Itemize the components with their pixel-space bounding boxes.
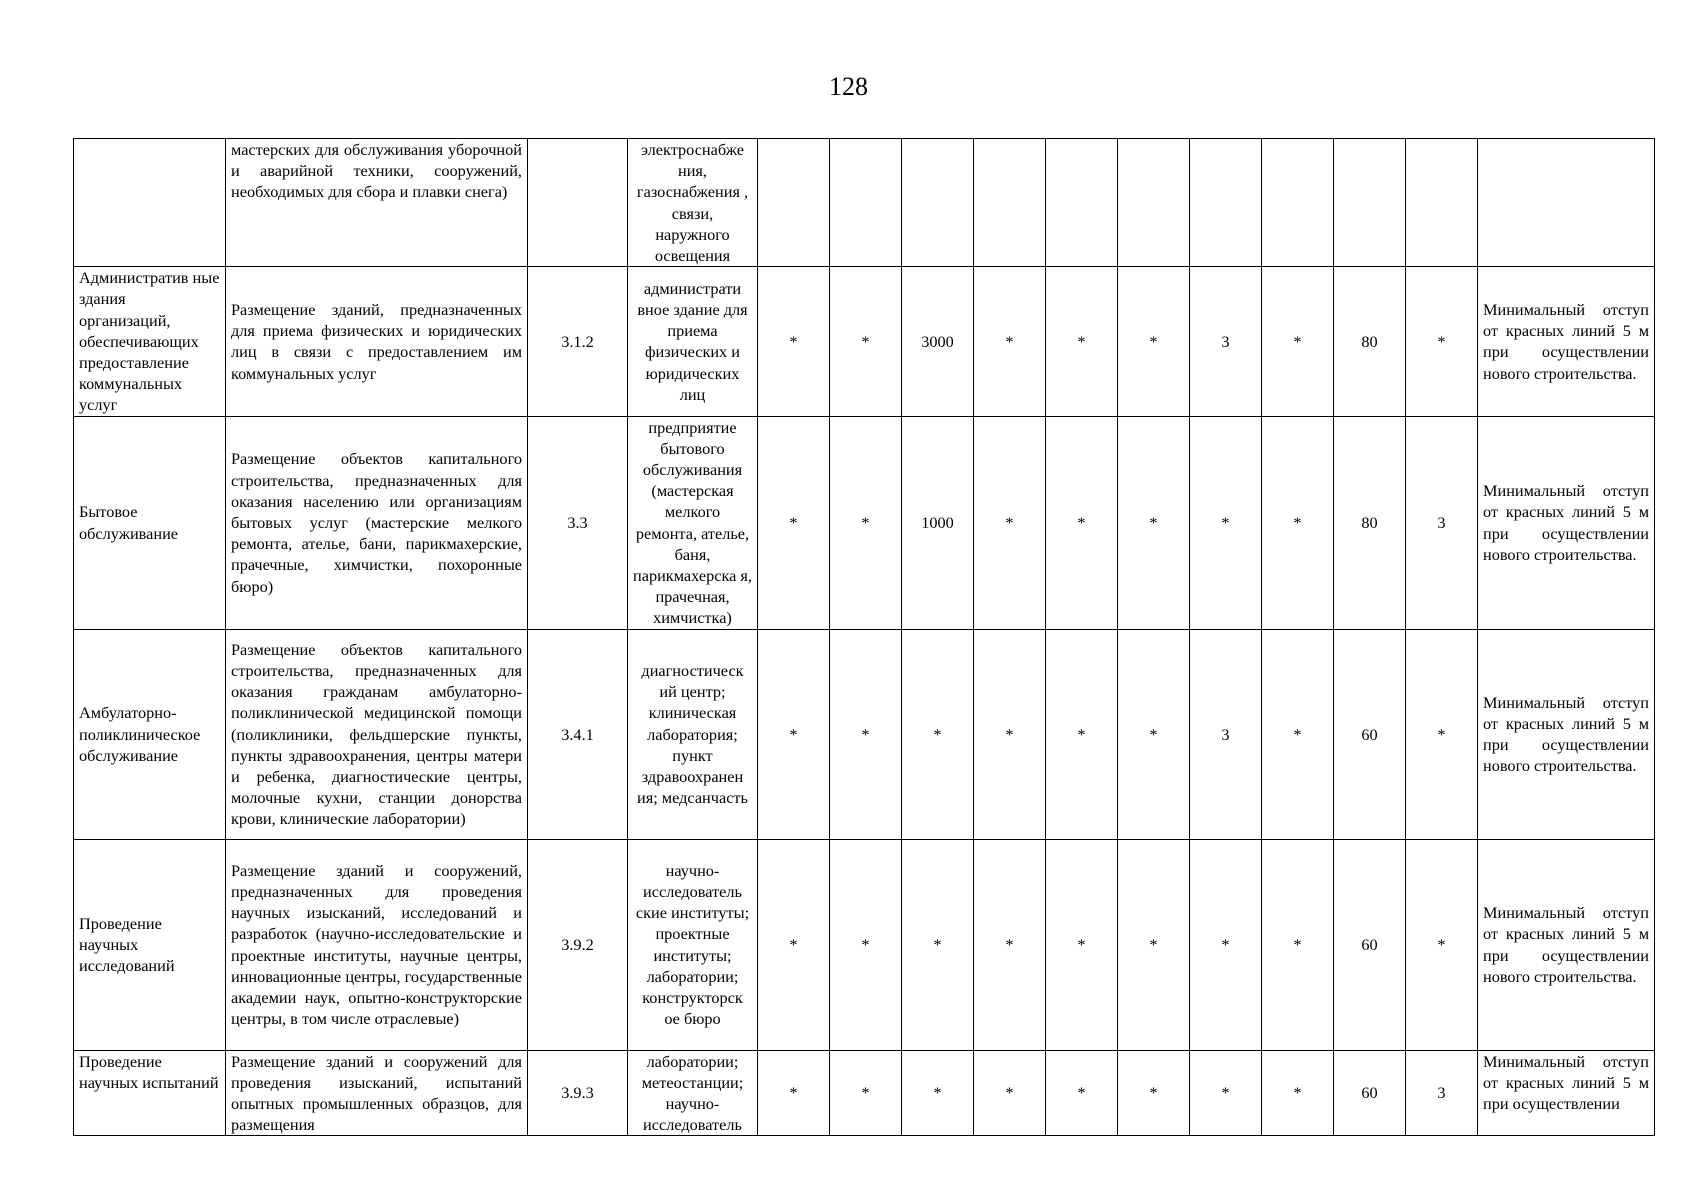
param-cell	[758, 139, 830, 267]
param-cell	[1118, 139, 1190, 267]
permitted-objects-cell: предприятие бытового обслуживания (мастерская мелкого ремонта, ателье, баня, парикмахерска я, прачечная, химчистка)	[628, 416, 758, 629]
param-cell: *	[1046, 416, 1118, 629]
use-description-cell: Размещение объектов капитального строительства, предназначенных для оказания населению или организациям бытовых услуг (мастерские мелкого ремонта, ателье, бани, парикмахерские, прачечные, химчистки, похоронные бюро)	[226, 416, 528, 629]
table-row	[74, 267, 1655, 416]
use-name-cell	[74, 139, 226, 267]
param-cell	[830, 139, 902, 267]
param-cell: 3000	[902, 267, 974, 416]
param-cell: *	[1190, 839, 1262, 1050]
use-code-cell: 3.9.3	[528, 1050, 628, 1136]
note-cell: Минимальный отступ от красных линий 5 м при осуществлении нового строительства.	[1478, 839, 1655, 1050]
param-cell: 60	[1334, 629, 1406, 839]
param-cell	[1262, 139, 1334, 267]
param-cell	[1190, 139, 1262, 267]
param-cell: *	[1118, 629, 1190, 839]
table-row	[74, 1050, 1655, 1136]
param-cell	[1334, 139, 1406, 267]
param-cell: *	[1118, 416, 1190, 629]
param-cell: *	[974, 267, 1046, 416]
zoning-regulations-table	[73, 138, 1655, 1136]
table-row	[74, 629, 1655, 839]
param-cell: *	[902, 629, 974, 839]
param-cell: *	[830, 839, 902, 1050]
page-number: 128	[829, 72, 868, 101]
param-cell: *	[1046, 267, 1118, 416]
use-name-cell: Амбулаторно-поликлиническое обслуживание	[74, 629, 226, 839]
param-cell: 1000	[902, 416, 974, 629]
param-cell: *	[1406, 629, 1478, 839]
param-cell: *	[758, 629, 830, 839]
table-row	[74, 839, 1655, 1050]
note-cell: Минимальный отступ от красных линий 5 м при осуществлении	[1478, 1050, 1655, 1136]
param-cell: 3	[1190, 267, 1262, 416]
param-cell: *	[1406, 839, 1478, 1050]
use-description-cell: Размещение зданий, предназначенных для приема физических и юридических лиц в связи с предоставлением им коммунальных услуг	[226, 267, 528, 416]
param-cell: *	[902, 839, 974, 1050]
param-cell: *	[1046, 1050, 1118, 1136]
param-cell: *	[974, 629, 1046, 839]
param-cell: *	[830, 629, 902, 839]
permitted-objects-cell: научно-исследователь ские институты; проектные институты; лаборатории; конструкторск ое бюро	[628, 839, 758, 1050]
use-code-cell	[528, 139, 628, 267]
param-cell: *	[830, 416, 902, 629]
table-row	[74, 416, 1655, 629]
use-name-cell: Административ ные здания организаций, обеспечивающих предоставление коммунальных услуг	[74, 267, 226, 416]
param-cell: *	[974, 1050, 1046, 1136]
param-cell: *	[1406, 267, 1478, 416]
param-cell: *	[1262, 267, 1334, 416]
param-cell: 3	[1190, 629, 1262, 839]
param-cell	[1046, 139, 1118, 267]
param-cell: 60	[1334, 1050, 1406, 1136]
use-code-cell: 3.9.2	[528, 839, 628, 1050]
param-cell: *	[758, 1050, 830, 1136]
param-cell: *	[830, 1050, 902, 1136]
note-cell: Минимальный отступ от красных линий 5 м при осуществлении нового строительства.	[1478, 267, 1655, 416]
use-name-cell: Бытовое обслуживание	[74, 416, 226, 629]
use-description-cell: Размещение объектов капитального строительства, предназначенных для оказания гражданам амбулаторно-поликлинической медицинской помощи (поликлиники, фельдшерские пункты, пункты здравоохранения, центры матери и ребенка, диагностические центры, молочные кухни, станции донорства крови, клинические лаборатории)	[226, 629, 528, 839]
permitted-objects-cell: лаборатории; метеостанции; научно-исследователь	[628, 1050, 758, 1136]
permitted-objects-cell: диагностическ ий центр; клиническая лаборатория; пункт здравоохранен ия; медсанчасть	[628, 629, 758, 839]
param-cell: *	[1262, 629, 1334, 839]
param-cell	[902, 139, 974, 267]
note-cell: Минимальный отступ от красных линий 5 м при осуществлении нового строительства.	[1478, 416, 1655, 629]
param-cell: *	[1118, 1050, 1190, 1136]
param-cell: *	[974, 416, 1046, 629]
use-code-cell: 3.1.2	[528, 267, 628, 416]
param-cell: 80	[1334, 416, 1406, 629]
permitted-objects-cell: электроснабже ния, газоснабжения , связи, наружного освещения	[628, 139, 758, 267]
param-cell: *	[1262, 1050, 1334, 1136]
param-cell	[974, 139, 1046, 267]
param-cell: *	[758, 839, 830, 1050]
param-cell: *	[1046, 629, 1118, 839]
param-cell: *	[974, 839, 1046, 1050]
param-cell: *	[1118, 839, 1190, 1050]
use-code-cell: 3.3	[528, 416, 628, 629]
param-cell: *	[902, 1050, 974, 1136]
param-cell: *	[1118, 267, 1190, 416]
table-row	[74, 139, 1655, 267]
permitted-objects-cell: администрати вное здание для приема физических и юридических лиц	[628, 267, 758, 416]
note-cell	[1478, 139, 1655, 267]
param-cell: *	[830, 267, 902, 416]
param-cell: *	[1262, 416, 1334, 629]
use-code-cell: 3.4.1	[528, 629, 628, 839]
param-cell: 60	[1334, 839, 1406, 1050]
param-cell: 3	[1406, 416, 1478, 629]
use-description-cell: Размещение зданий и сооружений, предназначенных для проведения научных изысканий, исследований и разработок (научно-исследовательские и проектные институты, научные центры, инновационные центры, государственные академии наук, опытно-конструкторские центры, в том числе отраслевые)	[226, 839, 528, 1050]
param-cell: *	[1046, 839, 1118, 1050]
use-description-cell: мастерских для обслуживания уборочной и аварийной техники, сооружений, необходимых для сбора и плавки снега)	[226, 139, 528, 267]
param-cell: 80	[1334, 267, 1406, 416]
use-name-cell: Проведение научных испытаний	[74, 1050, 226, 1136]
param-cell: *	[1190, 1050, 1262, 1136]
param-cell: *	[758, 416, 830, 629]
param-cell: *	[758, 267, 830, 416]
param-cell	[1406, 139, 1478, 267]
param-cell: *	[1262, 839, 1334, 1050]
note-cell: Минимальный отступ от красных линий 5 м при осуществлении нового строительства.	[1478, 629, 1655, 839]
use-name-cell: Проведение научных исследований	[74, 839, 226, 1050]
param-cell: 3	[1406, 1050, 1478, 1136]
use-description-cell: Размещение зданий и сооружений для проведения изысканий, испытаний опытных промышленных образцов, для размещения	[226, 1050, 528, 1136]
param-cell: *	[1190, 416, 1262, 629]
